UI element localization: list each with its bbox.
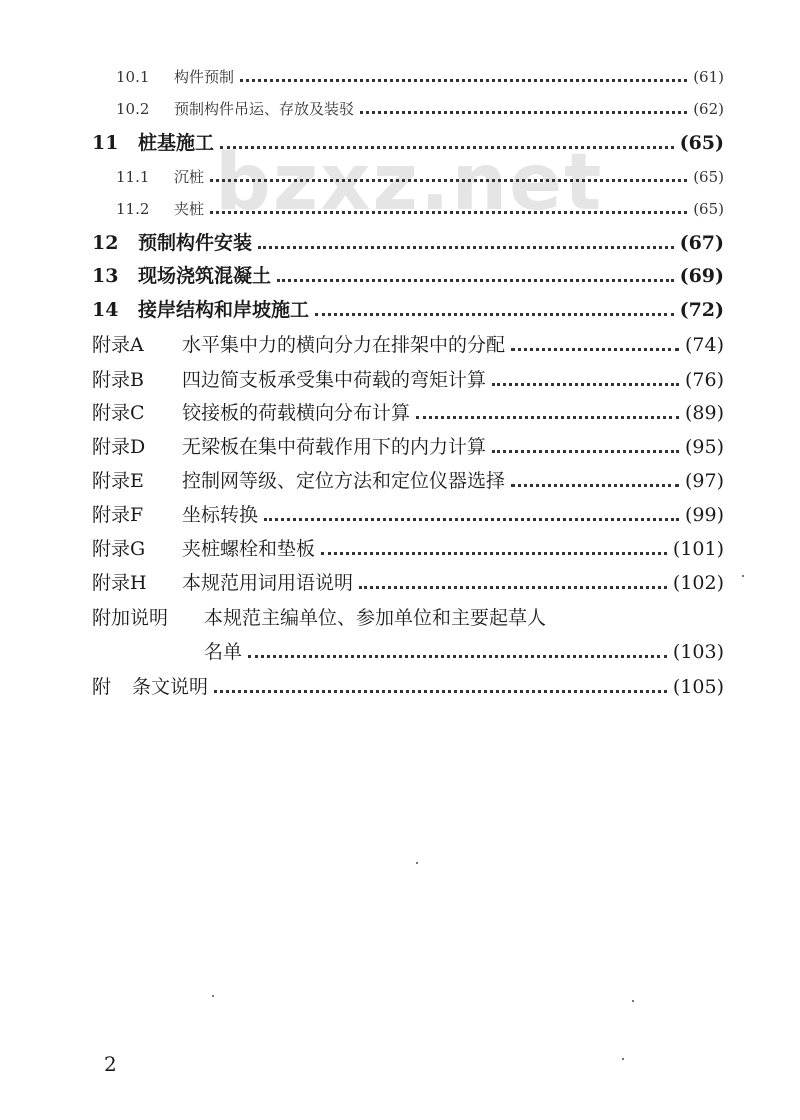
toc-entry-title: 预制构件安装 <box>138 232 253 254</box>
dot-leader <box>214 690 667 693</box>
toc-entry-page: (102) <box>672 572 724 594</box>
toc-entry-number: 12 <box>92 232 119 254</box>
toc-entry-page: (67) <box>679 232 724 254</box>
toc-entry-number: 附录F <box>92 504 144 526</box>
toc-entry-number: 附录A <box>92 334 144 356</box>
toc-entry-number: 10.1 <box>116 68 150 86</box>
toc-entry <box>92 466 724 493</box>
toc-entry-number: 11.2 <box>116 200 150 218</box>
toc-entry-title: 桩基施工 <box>138 132 215 154</box>
toc-entry-title: 四边简支板承受集中荷载的弯矩计算 <box>182 369 487 391</box>
toc-entry <box>92 228 724 255</box>
toc-entry <box>92 128 724 155</box>
toc-entry-page: (99) <box>684 504 724 526</box>
toc-entry-title: 铰接板的荷载横向分布计算 <box>182 402 411 424</box>
toc-entry-title: 现场浇筑混凝土 <box>138 265 272 287</box>
toc-entry-page: (72) <box>679 299 724 321</box>
toc-entry-page: (61) <box>693 68 724 86</box>
toc-entry-continuation <box>204 637 724 664</box>
toc-entry <box>92 330 724 357</box>
toc-entry <box>92 432 724 459</box>
toc-entry <box>92 603 724 630</box>
toc-entry-page: (101) <box>672 538 724 560</box>
toc-entry <box>92 398 724 425</box>
toc-entry <box>116 98 724 119</box>
toc-entry-number: 附录G <box>92 538 146 560</box>
dot-leader <box>264 518 679 521</box>
scan-speck <box>632 1000 634 1002</box>
toc-entry-number: 11 <box>92 132 119 154</box>
toc-entry-title: 接岸结构和岸坡施工 <box>138 299 310 321</box>
toc-entry <box>116 198 724 219</box>
scan-speck <box>416 862 418 864</box>
toc-entry-page: (97) <box>684 470 724 492</box>
toc-entry-number: 附录B <box>92 369 144 391</box>
toc-entry <box>92 672 724 699</box>
toc-entry-page: (103) <box>672 641 724 663</box>
dot-leader <box>492 450 679 453</box>
toc-entry <box>116 166 724 187</box>
dot-leader <box>360 111 687 114</box>
scan-speck <box>742 575 744 577</box>
toc-entry-number: 11.1 <box>116 168 150 186</box>
toc-entry <box>92 500 724 527</box>
toc-entry <box>92 568 724 595</box>
toc-entry-number: 附录C <box>92 402 145 424</box>
toc-entry-title: 夹桩 <box>174 200 205 218</box>
toc-entry-title: 坐标转换 <box>182 504 259 526</box>
dot-leader <box>511 484 679 487</box>
toc-entry-title: 无梁板在集中荷载作用下的内力计算 <box>182 436 487 458</box>
toc-entry-page: (105) <box>672 676 724 698</box>
watermark: bzxz.net <box>215 138 604 228</box>
toc-entry-number: 附加说明 <box>92 607 169 629</box>
dot-leader <box>416 416 679 419</box>
toc-entry <box>92 534 724 561</box>
toc-entry-title: 夹桩螺栓和垫板 <box>182 538 316 560</box>
toc-entry-number: 10.2 <box>116 100 150 118</box>
scan-speck <box>212 995 214 997</box>
toc-entry-title: 本规范用词用语说明 <box>182 572 354 594</box>
toc-entry-page: (62) <box>693 100 724 118</box>
dot-leader <box>359 586 667 589</box>
toc-entry-number: 附录D <box>92 436 146 458</box>
dot-leader <box>210 179 687 182</box>
toc-entry-title: 预制构件吊运、存放及装驳 <box>174 100 355 118</box>
toc-entry-number: 13 <box>92 265 119 287</box>
dot-leader <box>492 383 679 386</box>
toc-entry <box>92 261 724 288</box>
toc-entry-page: (95) <box>684 436 724 458</box>
dot-leader <box>258 246 674 249</box>
toc-entry <box>92 295 724 322</box>
toc-entry-page: (65) <box>693 200 724 218</box>
toc-entry-title: 沉桩 <box>174 168 205 186</box>
scan-speck <box>622 1058 624 1060</box>
toc-entry-page: (89) <box>684 402 724 424</box>
dot-leader <box>511 348 679 351</box>
toc-entry-number: 附录H <box>92 572 147 594</box>
dot-leader <box>248 655 667 658</box>
toc-entry-number: 附录E <box>92 470 144 492</box>
dot-leader <box>321 552 667 555</box>
toc-entry-title: 控制网等级、定位方法和定位仪器选择 <box>182 470 506 492</box>
dot-leader <box>240 79 687 82</box>
toc-entry-page: (74) <box>684 334 724 356</box>
toc-entry-title: 构件预制 <box>174 68 235 86</box>
toc-entry-page: (69) <box>679 265 724 287</box>
toc-entry-page: (76) <box>684 369 724 391</box>
toc-entry-title: 水平集中力的横向分力在排架中的分配 <box>182 334 506 356</box>
dot-leader <box>277 279 674 282</box>
toc-entry-title: 本规范主编单位、参加单位和主要起草人 <box>204 607 547 629</box>
toc-entry-title: 条文说明 <box>132 676 209 698</box>
toc-entry-number: 附 <box>92 676 112 698</box>
toc-entry <box>116 66 724 87</box>
toc-entry-page: (65) <box>693 168 724 186</box>
page-number: 2 <box>104 1052 117 1076</box>
toc-entry-title: 名单 <box>204 641 243 663</box>
dot-leader <box>315 313 674 316</box>
toc-entry-page: (65) <box>679 132 724 154</box>
dot-leader <box>220 146 674 149</box>
toc-entry <box>92 365 724 392</box>
dot-leader <box>210 211 687 214</box>
toc-entry-number: 14 <box>92 299 119 321</box>
